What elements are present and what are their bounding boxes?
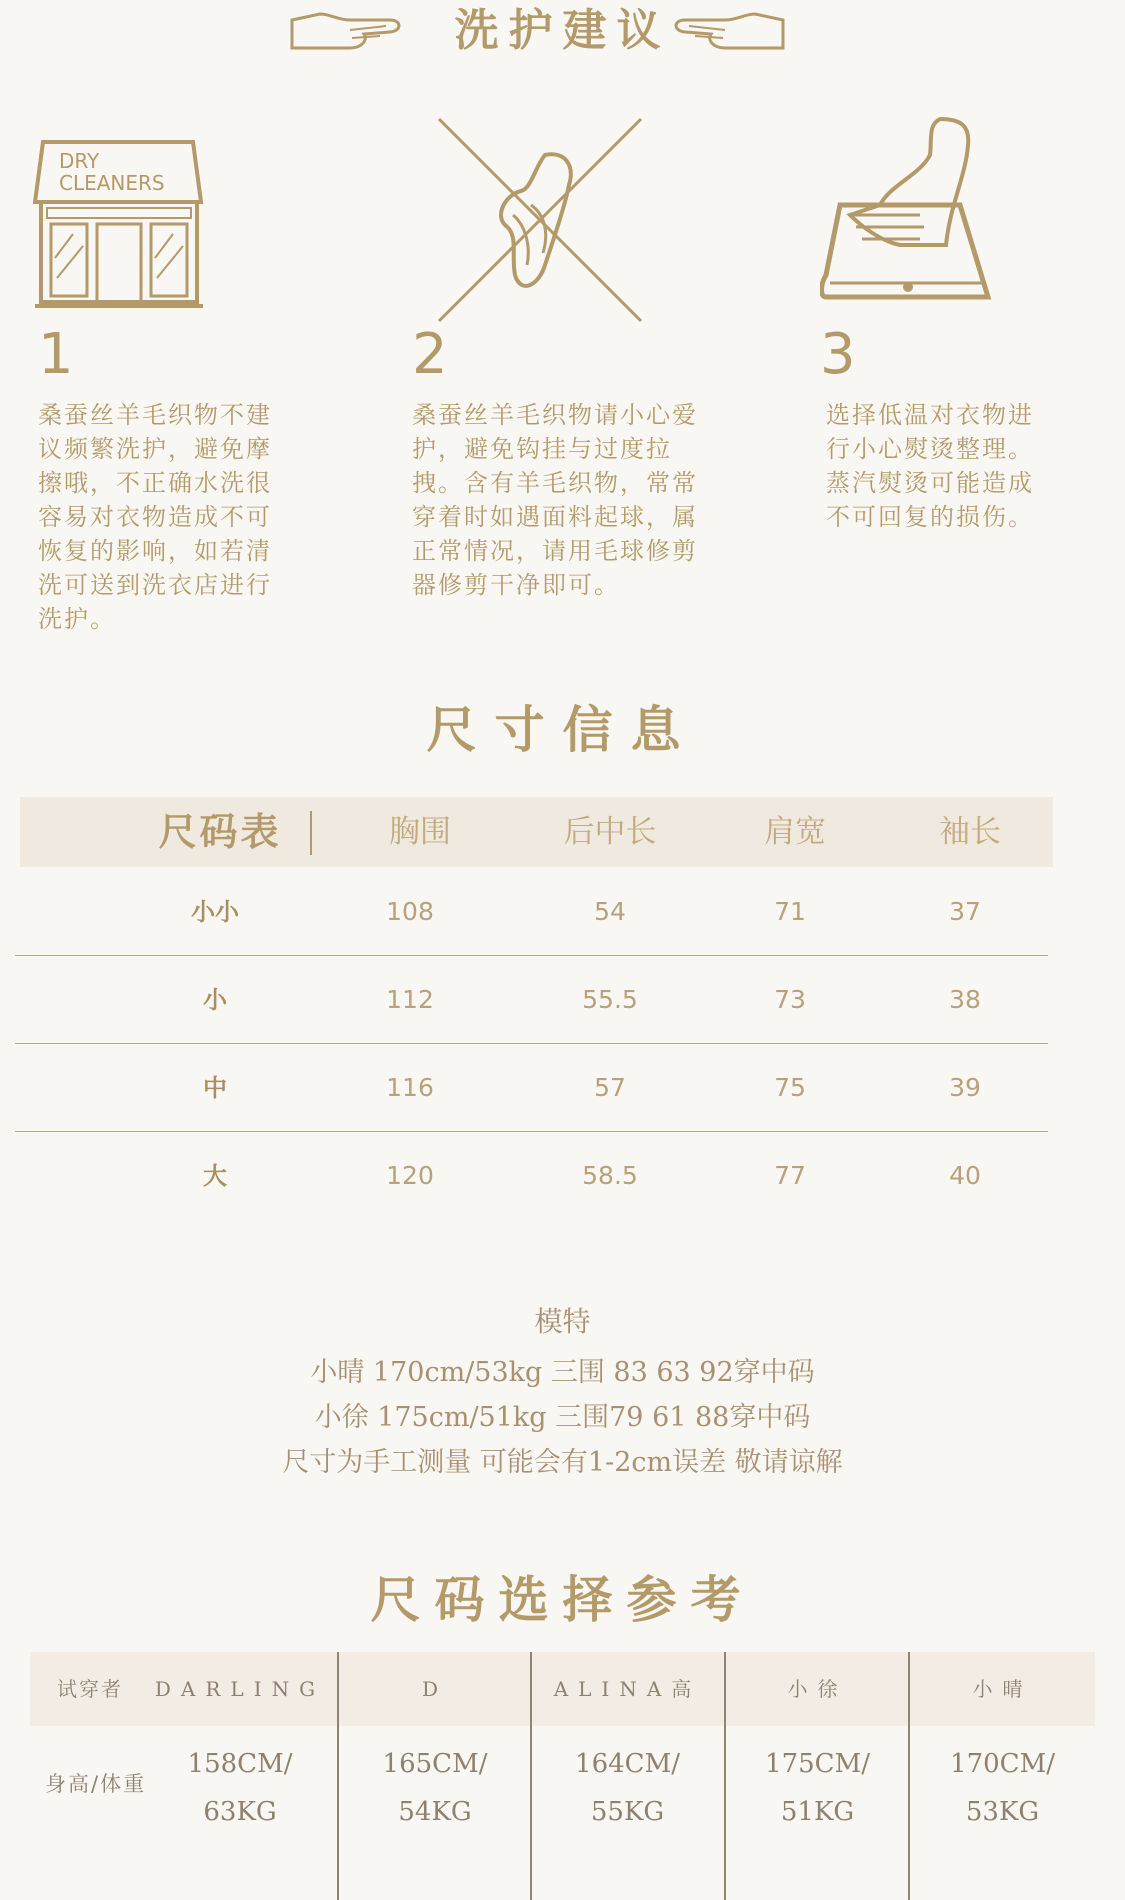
model-line-1: 小晴 170cm/53kg 三围 83 63 92穿中码 <box>310 1357 815 1388</box>
care-step-3-number: 3 <box>820 322 856 387</box>
care-step-1-text: 桑蚕丝羊毛织物不建 议频繁洗护，避免摩 擦哦，不正确水洗很 容易对衣物造成不可 恢复的影响，如若清 洗可送到洗衣店进行 洗护。 <box>38 401 272 633</box>
tester-height: 158CM/ <box>187 1749 293 1779</box>
size-chart-label: 尺码表 <box>158 809 282 854</box>
table-row <box>15 1132 1048 1220</box>
size-name: 中 <box>203 1073 227 1102</box>
chest-value: 108 <box>386 897 434 926</box>
table-row <box>15 868 1048 956</box>
dry-cleaners-sign-line1: DRY <box>59 149 100 173</box>
chest-value: 112 <box>386 985 434 1014</box>
col-header-shoulder: 肩宽 <box>764 814 826 850</box>
back-length-value: 58.5 <box>582 1161 638 1190</box>
care-title: 洗护建议 <box>454 5 671 56</box>
tester-weight: 55KG <box>590 1797 665 1827</box>
care-step-1-number: 1 <box>38 322 74 387</box>
tester-name: DARLING <box>154 1677 326 1701</box>
tester-measurements <box>150 1740 330 1836</box>
care-step-3-text: 选择低温对衣物进 行小心熨烫整理。 蒸汽熨烫可能造成 不可回复的损伤。 <box>826 401 1034 531</box>
tester-name: ALINA高 <box>553 1677 702 1701</box>
sleeve-value: 39 <box>949 1073 981 1102</box>
no-hand-wash-icon <box>435 115 645 325</box>
back-length-value: 54 <box>594 897 626 926</box>
table-row <box>15 1044 1048 1132</box>
column-divider <box>530 1652 532 1900</box>
tester-weight: 63KG <box>203 1797 277 1827</box>
tester-label: 试穿者 <box>57 1677 123 1701</box>
model-title: 模特 <box>534 1305 591 1338</box>
table-row <box>15 956 1048 1044</box>
back-length-value: 55.5 <box>582 985 638 1014</box>
height-weight-label: 身高/体重 <box>45 1772 147 1796</box>
tester-name: D <box>421 1677 449 1701</box>
tester-name: 小徐 <box>787 1677 848 1701</box>
size-info-title: 尺寸信息 <box>426 700 699 759</box>
model-line-2: 小徐 175cm/51kg 三围79 61 88穿中码 <box>314 1402 811 1433</box>
tester-measurements <box>535 1740 720 1836</box>
size-table-header <box>20 797 1053 867</box>
size-reference-title: 尺码选择参考 <box>370 1570 755 1629</box>
column-divider <box>724 1652 726 1900</box>
size-name: 小小 <box>191 897 239 926</box>
dry-cleaners-sign-line2: CLEANERS <box>59 171 165 195</box>
sleeve-value: 37 <box>949 897 981 926</box>
iron-icon <box>820 115 995 310</box>
sleeve-value: 38 <box>949 985 981 1014</box>
tester-name: 小晴 <box>972 1677 1033 1701</box>
tester-height: 175CM/ <box>765 1749 870 1779</box>
measurement-note: 尺寸为手工测量 可能会有1-2cm误差 敬请谅解 <box>282 1447 843 1478</box>
shoulder-value: 71 <box>774 897 806 926</box>
tester-measurements <box>915 1740 1090 1836</box>
col-header-chest: 胸围 <box>389 814 451 850</box>
tester-weight: 53KG <box>965 1797 1040 1827</box>
back-length-value: 57 <box>594 1073 626 1102</box>
shoulder-value: 75 <box>774 1073 806 1102</box>
col-header-sleeve: 袖长 <box>939 814 1001 850</box>
size-name: 大 <box>203 1161 227 1190</box>
column-divider <box>337 1652 339 1900</box>
care-step-2-text: 桑蚕丝羊毛织物请小心爱 护，避免钩挂与过度拉 拽。含有羊毛织物，常常 穿着时如遇面料起球，属 正常情况，请用毛球修剪 器修剪干净即可。 <box>412 401 698 599</box>
tester-weight: 54KG <box>398 1797 472 1827</box>
chest-value: 116 <box>386 1073 434 1102</box>
dry-cleaners-icon <box>33 138 205 310</box>
col-header-back-length: 后中长 <box>563 814 657 850</box>
tester-weight: 51KG <box>780 1797 855 1827</box>
care-step-2-number: 2 <box>412 322 448 387</box>
chest-value: 120 <box>386 1161 434 1190</box>
pointing-hand-right-icon <box>665 0 785 54</box>
tester-height: 170CM/ <box>950 1749 1055 1779</box>
tester-height: 164CM/ <box>575 1749 680 1779</box>
column-divider <box>908 1652 910 1900</box>
header-divider <box>310 811 312 855</box>
tester-measurements <box>730 1740 905 1836</box>
tester-height: 165CM/ <box>382 1749 488 1779</box>
shoulder-value: 73 <box>774 985 806 1014</box>
sleeve-value: 40 <box>949 1161 981 1190</box>
tester-measurements <box>345 1740 525 1836</box>
size-name: 小 <box>203 985 227 1014</box>
shoulder-value: 77 <box>774 1161 806 1190</box>
